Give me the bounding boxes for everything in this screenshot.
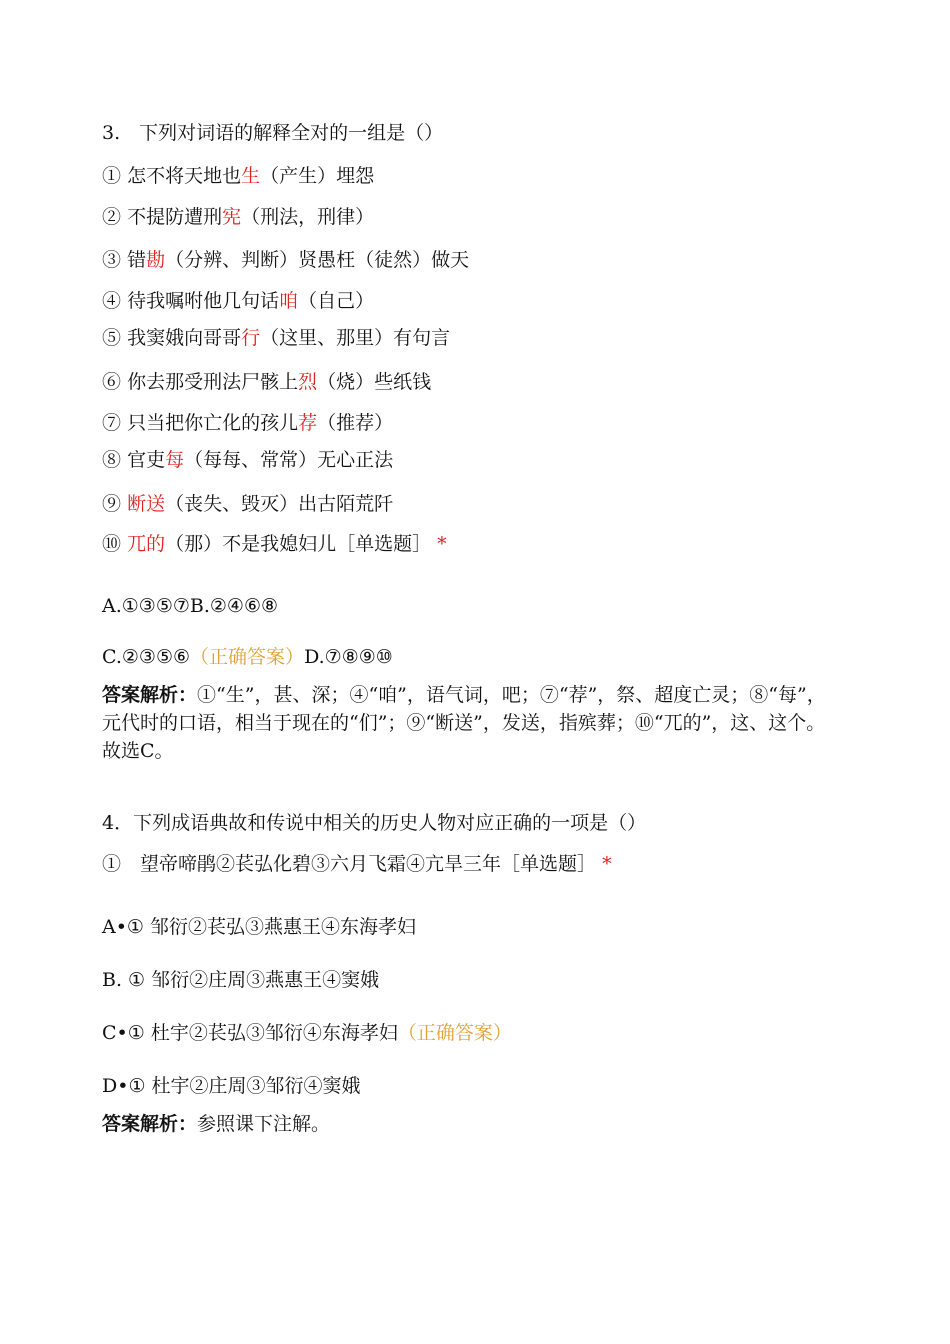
- q3-item-5: [102, 325, 450, 351]
- highlighted-word: 勘: [146, 249, 166, 271]
- item-text: 待我嘱咐他几句话: [127, 290, 280, 312]
- required-star: *: [437, 533, 447, 555]
- highlighted-word: 生: [241, 165, 261, 187]
- highlighted-word: 兀的: [127, 533, 166, 555]
- item-text: 你去那受刑法尸骸上: [127, 371, 299, 393]
- item-gloss: （丧失、毁灭）出古陌荒阡: [165, 493, 394, 515]
- item-number: ⑨: [102, 493, 122, 515]
- q3-item-6: [102, 369, 431, 395]
- highlighted-word: 断送: [127, 493, 166, 515]
- q3-item-10: [102, 531, 447, 557]
- item-text: 我窦娥向哥哥: [127, 327, 242, 349]
- q3-item-7: [102, 410, 393, 436]
- q3-options-ab: A.①③⑤⑦B.②④⑥⑧: [102, 595, 279, 617]
- analysis-label: 答案解析：: [102, 1113, 198, 1135]
- q4-option-d: D•① 杜宇②庄周③邹衍④窦娥: [102, 1075, 361, 1097]
- highlighted-word: 行: [241, 327, 261, 349]
- item-text: 不提防遭刑: [127, 206, 223, 228]
- item-number: ⑩: [102, 533, 122, 555]
- q4-option-b: B. ① 邹衍②庄周③燕惠王④窦娥: [102, 969, 380, 991]
- analysis-label: 答案解析：: [102, 684, 198, 706]
- item-number: ⑥: [102, 371, 122, 393]
- item-number: ④: [102, 290, 122, 312]
- item-gloss: （每每、常常）无心正法: [184, 449, 394, 471]
- option-c: C.②③⑤⑥: [102, 646, 191, 668]
- q4-stem: 4．下列成语典故和传说中相关的历史人物对应正确的一项是（）: [102, 812, 647, 834]
- q3-item-4: [102, 288, 374, 314]
- required-star: *: [602, 853, 612, 875]
- option-d: D.⑦⑧⑨⑩: [304, 646, 393, 668]
- q3-item-8: [102, 447, 393, 473]
- item-number: ③: [102, 249, 122, 271]
- item-text: 怎不将天地也: [127, 165, 242, 187]
- q4-analysis: [102, 1111, 330, 1137]
- q3-stem: 3. 下列对词语的解释全对的一组是（）: [102, 122, 444, 144]
- highlighted-word: 烈: [298, 371, 318, 393]
- item-gloss: （推荐）: [317, 412, 394, 434]
- item-gloss: （分辨、判断）贤愚枉（徒然）做天: [165, 249, 470, 271]
- correct-answer-tag: （正确答案）: [397, 1022, 512, 1044]
- item-gloss: （那）不是我媳妇儿［单选题］: [165, 533, 432, 555]
- analysis-text: 参照课下注解。: [197, 1113, 331, 1135]
- item-gloss: （这里、那里）有句言: [260, 327, 451, 349]
- item-number: ⑤: [102, 327, 122, 349]
- q3-item-9: [102, 491, 393, 517]
- item-gloss: （刑法，刑律）: [241, 206, 375, 228]
- q3-item-1: [102, 163, 374, 189]
- item-number: ②: [102, 206, 122, 228]
- q3-item-3: [102, 247, 469, 273]
- q3-item-2: [102, 204, 374, 230]
- highlighted-word: 荐: [298, 412, 318, 434]
- q4-option-a: A•① 邹衍②苌弘③燕惠王④东海孝妇: [102, 916, 417, 938]
- highlighted-word: 宪: [222, 206, 242, 228]
- q3-analysis: [102, 681, 842, 765]
- item-gloss: （自己）: [298, 290, 375, 312]
- item-text: 官吏: [127, 449, 166, 471]
- highlighted-word: 每: [165, 449, 185, 471]
- item-number: ⑦: [102, 412, 122, 434]
- q4-sub: [102, 851, 612, 877]
- option-c: C•① 杜宇②苌弘③邹衍④东海孝妇: [102, 1022, 398, 1044]
- q4-sub-text: ① 望帝啼鹃②苌弘化碧③六月飞霜④亢旱三年［单选题］: [102, 853, 597, 875]
- q4-option-c: [102, 1020, 512, 1046]
- item-text: 错: [127, 249, 147, 271]
- item-gloss: （产生）埋怨: [260, 165, 375, 187]
- item-text: 只当把你亡化的孩儿: [127, 412, 299, 434]
- highlighted-word: 咱: [279, 290, 299, 312]
- q3-option-cd: [102, 644, 393, 670]
- item-number: ⑧: [102, 449, 122, 471]
- item-gloss: （烧）些纸钱: [317, 371, 432, 393]
- item-number: ①: [102, 165, 122, 187]
- analysis-text: ①“生”，甚、深；④“咱”，语气词，吧；⑦“荐”，祭、超度亡灵；⑧“每”，元代时的口语，相当于现在的“们”；⑨“断送”，发送，指殡葬；⑩“兀的”，这、这个。故选C。: [102, 684, 826, 762]
- correct-answer-tag: （正确答案）: [190, 646, 305, 668]
